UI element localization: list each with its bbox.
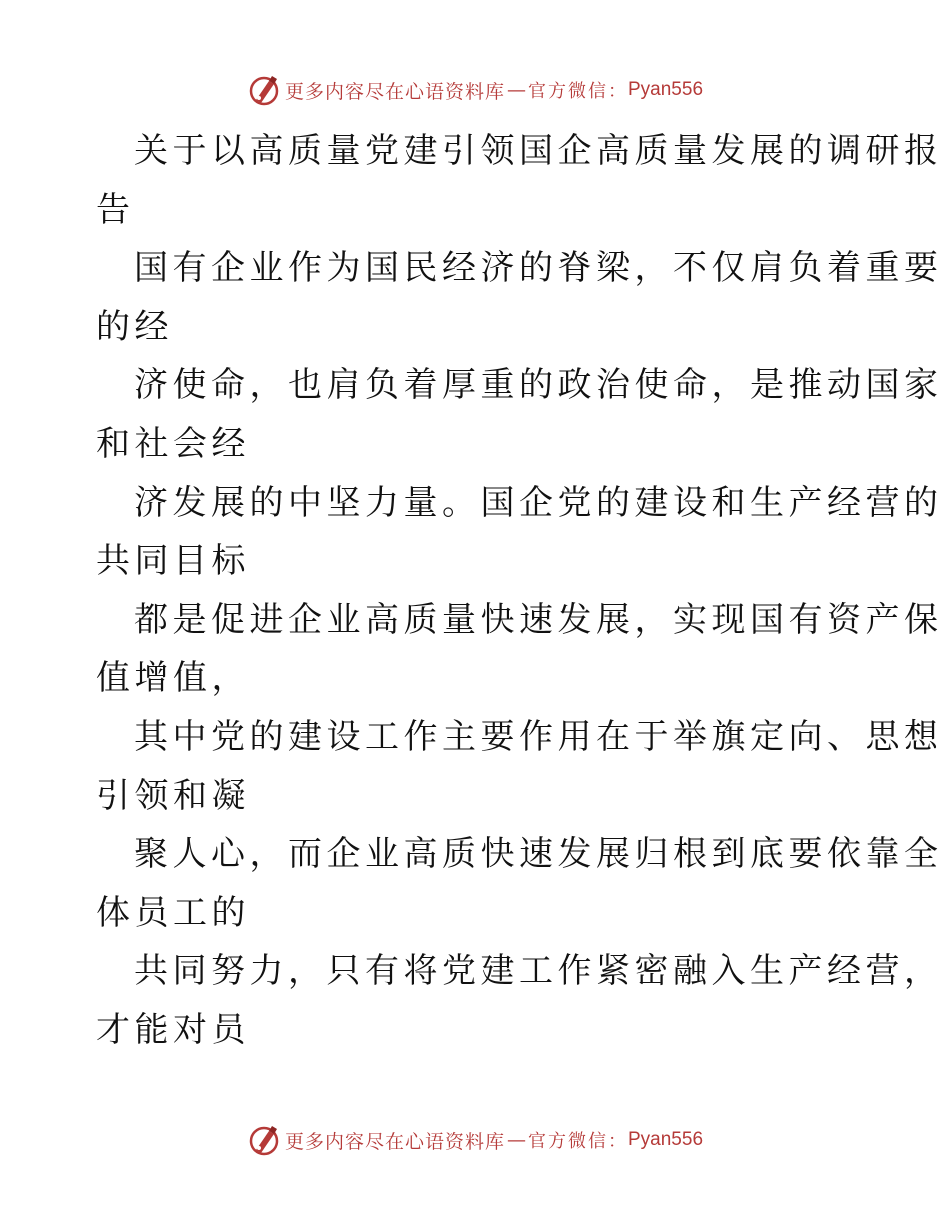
document-title: [96, 122, 943, 239]
paragraph: [96, 825, 943, 942]
paragraph-line: 聚人心，而企业高质快速发展归根到底要依靠全: [134, 834, 943, 875]
header-brand-text: 更多内容尽在心语资料库: [284, 80, 505, 103]
paragraph-line: 都是促进企业高质量快速发展，实现国有资产保: [134, 599, 943, 640]
paragraph: [96, 356, 943, 473]
paragraph-line: 和社会经: [96, 423, 250, 464]
paragraph: [96, 708, 943, 825]
paragraph-line: 共同努力，只有将党建工作紧密融入生产经营，: [134, 951, 943, 992]
paragraph-line: 值增值，: [96, 658, 250, 699]
pen-logo-icon: [247, 1123, 281, 1157]
paragraph-line: 引领和凝: [96, 775, 250, 816]
paragraph: [96, 474, 943, 591]
header-separator: —: [507, 79, 526, 101]
document-body: [96, 122, 943, 1060]
paragraph-line: 共同目标: [96, 541, 250, 582]
paragraph-line: 其中党的建设工作主要作用在于举旗定向、思想: [134, 716, 943, 757]
header-banner: [0, 70, 950, 110]
paragraph-line: 才能对员: [96, 1009, 250, 1050]
header-wechat-label: 官方微信：: [528, 81, 628, 102]
footer-separator: —: [507, 1129, 526, 1151]
paragraph: [96, 942, 943, 1059]
paragraph-line: 的经: [96, 306, 173, 347]
paragraph-line: 关于以高质量党建引领国企高质量发展的调研报: [134, 131, 943, 171]
footer-brand-text: 更多内容尽在心语资料库: [284, 1130, 505, 1153]
footer-banner: [0, 1120, 950, 1160]
paragraph: [96, 591, 943, 708]
paragraph: [96, 239, 943, 356]
header-wechat-id: Pyan556: [628, 79, 704, 100]
paragraph-line: 体员工的: [96, 892, 250, 933]
pen-logo-icon: [247, 73, 281, 107]
paragraph-line: 济使命，也肩负着厚重的政治使命，是推动国家: [134, 365, 943, 406]
footer-wechat-label: 官方微信：: [528, 1131, 628, 1152]
paragraph-line: 济发展的中坚力量。国企党的建设和生产经营的: [134, 482, 943, 523]
footer-wechat-id: Pyan556: [628, 1129, 704, 1150]
paragraph-line: 告: [96, 189, 135, 230]
paragraph-line: 国有企业作为国民经济的脊梁，不仅肩负着重要: [134, 248, 943, 289]
